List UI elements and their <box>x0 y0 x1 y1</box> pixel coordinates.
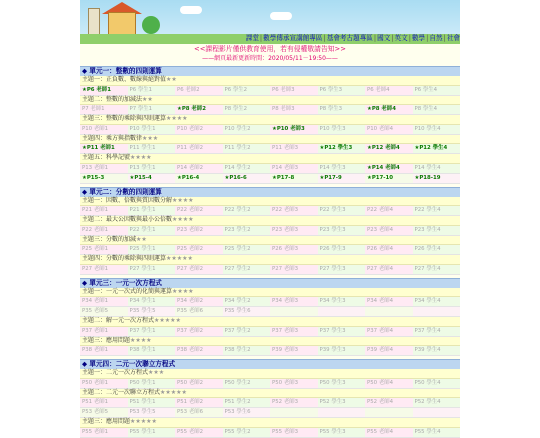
video-link[interactable]: P25 老師2 <box>175 245 223 254</box>
difficulty-stars: ★★★★★ <box>130 418 157 425</box>
video-link[interactable]: P7 老師1 <box>80 105 128 114</box>
video-link[interactable]: P50 老師4 <box>365 379 413 388</box>
site-banner <box>80 0 460 44</box>
video-link[interactable]: P39 老師4 <box>365 346 413 355</box>
video-link <box>270 307 318 316</box>
video-link[interactable]: P37 學生4 <box>413 327 461 336</box>
video-row <box>80 164 460 174</box>
topic-title: 主題一：二元一次方程式★★★ <box>80 369 460 379</box>
video-link <box>413 408 461 417</box>
video-link[interactable]: P27 老師2 <box>175 265 223 274</box>
video-link[interactable]: P55 老師2 <box>175 428 223 437</box>
video-link[interactable]: P55 學生1 <box>128 428 176 437</box>
page-container <box>80 0 460 435</box>
video-link[interactable]: P10 老師4 <box>365 125 413 134</box>
copyright-notice: <<課程影片僅供教育使用，若有侵權敬請告知>> <box>194 45 346 53</box>
video-link[interactable]: P23 學生4 <box>413 226 461 235</box>
video-row <box>80 297 460 307</box>
video-link[interactable]: P22 學生3 <box>318 206 366 215</box>
video-row <box>80 327 460 337</box>
video-link[interactable]: P53 老師6 <box>175 408 223 417</box>
video-link[interactable]: P27 老師3 <box>270 265 318 274</box>
nav-separator: | <box>323 34 326 42</box>
video-link[interactable]: ★P17-10 <box>365 174 413 183</box>
video-link[interactable]: P6 學生2 <box>223 86 271 95</box>
nav-link[interactable]: 英文 <box>394 34 408 42</box>
difficulty-stars: ★★★★★ <box>154 317 181 324</box>
video-link[interactable]: P27 學生4 <box>413 265 461 274</box>
video-link[interactable]: P50 老師1 <box>80 379 128 388</box>
video-link[interactable]: P52 學生3 <box>318 398 366 407</box>
video-link[interactable]: P37 學生1 <box>128 327 176 336</box>
video-link <box>270 408 318 417</box>
last-updated: ——網頁最新更新時間：2020/05/11－19:50—— <box>202 55 338 62</box>
video-link[interactable]: P10 學生3 <box>318 125 366 134</box>
topic-title: 主題三：應用問題★★★★ <box>80 337 460 347</box>
video-link[interactable]: P22 學生2 <box>223 206 271 215</box>
topic-title: 主題二：最大公因數與最小公倍數★★★★ <box>80 216 460 226</box>
nav-separator: | <box>408 34 411 42</box>
video-link[interactable]: ★P8 老師4 <box>365 105 413 114</box>
video-link[interactable]: P6 老師2 <box>175 86 223 95</box>
video-link[interactable]: P34 老師3 <box>270 297 318 306</box>
video-link[interactable]: ★P12 老師4 <box>365 144 413 153</box>
difficulty-stars: ★★★ <box>148 369 165 376</box>
video-link[interactable]: P50 學生2 <box>223 379 271 388</box>
nav-link[interactable]: 數學傳承宣講館專區 <box>263 34 323 42</box>
video-link[interactable]: P55 老師1 <box>80 428 128 437</box>
video-link[interactable]: P23 學生3 <box>318 226 366 235</box>
video-link[interactable]: P50 學生4 <box>413 379 461 388</box>
video-link[interactable]: P37 老師3 <box>270 327 318 336</box>
video-link[interactable]: ★P14 老師4 <box>365 164 413 173</box>
video-row <box>80 144 460 154</box>
video-row <box>80 226 460 236</box>
video-link <box>318 408 366 417</box>
video-link[interactable]: P35 學生5 <box>128 307 176 316</box>
video-link[interactable]: P37 老師4 <box>365 327 413 336</box>
nav-separator: | <box>259 34 263 42</box>
video-link[interactable]: P6 老師4 <box>365 86 413 95</box>
video-row <box>80 265 460 275</box>
video-link[interactable]: P13 學生1 <box>128 164 176 173</box>
video-link[interactable]: P35 老師6 <box>175 307 223 316</box>
video-link[interactable]: ★P6 老師1 <box>80 86 128 95</box>
video-link[interactable]: P23 老師4 <box>365 226 413 235</box>
video-link[interactable]: P53 老師5 <box>80 408 128 417</box>
video-link[interactable]: P38 學生1 <box>128 346 176 355</box>
difficulty-stars: ★★★★ <box>130 154 152 161</box>
video-link[interactable]: P52 學生4 <box>413 398 461 407</box>
nav-separator: | <box>391 34 394 42</box>
difficulty-stars: ★★★ <box>142 134 159 142</box>
windmill-illustration <box>88 8 100 36</box>
topic-title: 主題四：分數的乘除與四則運算★★★★★ <box>80 255 460 265</box>
video-link[interactable]: P27 學生1 <box>128 265 176 274</box>
video-row <box>80 307 460 317</box>
video-link[interactable]: P10 學生4 <box>413 125 461 134</box>
video-row <box>80 408 460 418</box>
video-row <box>80 105 460 115</box>
video-link[interactable]: P11 老師2 <box>175 144 223 153</box>
video-link[interactable]: P55 學生2 <box>223 428 271 437</box>
video-link[interactable]: ★P11 老師1 <box>80 144 128 153</box>
video-link[interactable]: P27 老師1 <box>80 265 128 274</box>
video-row <box>80 428 460 438</box>
video-link <box>365 307 413 316</box>
unit-header: ◆ 單元四：二元一次聯立方程式 <box>80 359 460 369</box>
video-link[interactable]: P26 學生3 <box>318 245 366 254</box>
video-link[interactable]: P50 學生3 <box>318 379 366 388</box>
video-link[interactable]: P27 學生3 <box>318 265 366 274</box>
video-link[interactable]: ★P17-9 <box>318 174 366 183</box>
nav-link[interactable]: 數學 <box>411 34 426 42</box>
video-link[interactable]: P27 學生2 <box>223 265 271 274</box>
video-link[interactable]: P51 老師1 <box>80 398 128 407</box>
topic-title: 主題一：正負數、數線與絕對值★★ <box>80 76 460 86</box>
video-link[interactable]: P55 學生3 <box>318 428 366 437</box>
video-link[interactable]: P11 老師3 <box>270 144 318 153</box>
nav-link[interactable]: 基會考古題專區 <box>326 34 373 42</box>
video-link[interactable]: P6 學生1 <box>128 86 176 95</box>
video-link[interactable]: P10 學生1 <box>128 125 176 134</box>
video-link <box>413 307 461 316</box>
video-link[interactable]: P10 老師1 <box>80 125 128 134</box>
video-link[interactable]: P14 學生3 <box>318 164 366 173</box>
difficulty-stars: ★★ <box>142 95 153 103</box>
video-link[interactable]: P25 學生2 <box>223 245 271 254</box>
video-link[interactable]: P26 老師3 <box>270 245 318 254</box>
video-link[interactable]: P55 老師3 <box>270 428 318 437</box>
video-link[interactable]: P37 老師1 <box>80 327 128 336</box>
video-link[interactable]: P37 老師2 <box>175 327 223 336</box>
video-link[interactable]: P21 學生1 <box>128 206 176 215</box>
video-link[interactable]: P51 學生1 <box>128 398 176 407</box>
video-link[interactable]: P38 老師2 <box>175 346 223 355</box>
video-link[interactable]: P6 老師3 <box>270 86 318 95</box>
nav-link[interactable]: 課堂 <box>245 34 259 42</box>
video-link[interactable]: ★P12 學生4 <box>413 144 461 153</box>
video-link[interactable]: P51 老師2 <box>175 398 223 407</box>
video-link[interactable]: P34 學生1 <box>128 297 176 306</box>
video-link[interactable]: P53 學生6 <box>223 408 271 417</box>
video-row <box>80 346 460 356</box>
video-link[interactable]: P21 老師1 <box>80 206 128 215</box>
video-link[interactable]: P35 學生6 <box>223 307 271 316</box>
video-row <box>80 379 460 389</box>
video-link[interactable]: P52 老師3 <box>270 398 318 407</box>
topic-title: 主題三：整數的乘除與四則運算★★★★ <box>80 115 460 125</box>
house-illustration <box>108 12 136 36</box>
video-link[interactable]: P39 老師3 <box>270 346 318 355</box>
video-link[interactable]: P34 學生3 <box>318 297 366 306</box>
video-link[interactable]: P26 學生4 <box>413 245 461 254</box>
nav-link[interactable]: 社會 <box>446 34 460 42</box>
video-link[interactable]: P8 學生4 <box>413 105 461 114</box>
video-row <box>80 206 460 216</box>
difficulty-stars: ★★ <box>166 76 177 83</box>
nav-separator: | <box>373 34 377 42</box>
video-link[interactable]: P11 學生1 <box>128 144 176 153</box>
video-link[interactable]: P8 老師3 <box>270 105 318 114</box>
video-link[interactable]: P50 老師3 <box>270 379 318 388</box>
video-link[interactable]: P14 老師2 <box>175 164 223 173</box>
video-link[interactable]: ★P16-6 <box>223 174 271 183</box>
video-link[interactable]: ★P12 學生3 <box>318 144 366 153</box>
video-link[interactable]: P39 學生4 <box>413 346 461 355</box>
video-link <box>318 307 366 316</box>
video-link[interactable]: P14 學生4 <box>413 164 461 173</box>
top-nav <box>246 32 460 42</box>
video-link[interactable]: P22 學生4 <box>413 206 461 215</box>
video-row <box>80 86 460 96</box>
video-link[interactable]: P6 學生3 <box>318 86 366 95</box>
video-link[interactable]: P13 老師1 <box>80 164 128 173</box>
video-link[interactable]: P25 學生1 <box>128 245 176 254</box>
video-link[interactable]: P50 學生1 <box>128 379 176 388</box>
video-row <box>80 125 460 135</box>
video-link[interactable]: P38 老師1 <box>80 346 128 355</box>
video-link[interactable]: P51 學生2 <box>223 398 271 407</box>
video-link[interactable]: P22 老師2 <box>175 206 223 215</box>
video-link[interactable]: P35 老師5 <box>80 307 128 316</box>
topic-title: 主題三：分數的加減★★ <box>80 236 460 246</box>
unit-header: ◆ 單元二：分數的四則運算 <box>80 187 460 197</box>
topic-title: 主題一：一元一次式的化簡與運算★★★★ <box>80 288 460 298</box>
video-link[interactable]: P22 老師4 <box>365 206 413 215</box>
video-link[interactable]: P37 學生3 <box>318 327 366 336</box>
video-link[interactable]: P23 學生2 <box>223 226 271 235</box>
video-link[interactable]: ★P18-19 <box>413 174 461 183</box>
difficulty-stars: ★★★★ <box>130 336 152 344</box>
video-link[interactable]: P23 老師2 <box>175 226 223 235</box>
topic-title: 主題二：二元一次聯立方程式★★★★★ <box>80 389 460 399</box>
video-link[interactable]: P50 老師2 <box>175 379 223 388</box>
difficulty-stars: ★★★★ <box>172 196 194 204</box>
video-link[interactable]: P23 老師3 <box>270 226 318 235</box>
video-link[interactable]: P6 學生4 <box>413 86 461 95</box>
topic-title: 主題二：整數的加減法★★ <box>80 96 460 106</box>
video-link[interactable]: ★P10 老師3 <box>270 125 318 134</box>
difficulty-stars: ★★ <box>136 235 147 243</box>
nav-separator: | <box>443 34 446 42</box>
topic-title: 主題四：乘方與指數律★★★ <box>80 135 460 145</box>
topic-title: 主題三：應用問題★★★★★ <box>80 418 460 428</box>
video-row <box>80 245 460 255</box>
video-link[interactable]: P11 學生2 <box>223 144 271 153</box>
video-link[interactable]: P38 學生2 <box>223 346 271 355</box>
video-link[interactable]: P10 老師2 <box>175 125 223 134</box>
video-link[interactable]: P14 老師3 <box>270 164 318 173</box>
difficulty-stars: ★★★★★ <box>160 388 187 396</box>
video-link[interactable]: ★P15-3 <box>80 174 128 183</box>
video-row <box>80 398 460 408</box>
video-link[interactable]: P52 老師4 <box>365 398 413 407</box>
video-link[interactable]: P34 學生4 <box>413 297 461 306</box>
nav-separator: | <box>426 34 429 42</box>
topic-title: 主題五：科學記號★★★★ <box>80 154 460 164</box>
video-link[interactable]: P37 學生2 <box>223 327 271 336</box>
video-link[interactable]: P55 學生4 <box>413 428 461 437</box>
video-link[interactable]: P14 學生2 <box>223 164 271 173</box>
video-link[interactable]: P10 學生2 <box>223 125 271 134</box>
difficulty-stars: ★★★★ <box>172 287 194 295</box>
topic-title: 主題二：解一元一次方程式★★★★★ <box>80 317 460 327</box>
video-link[interactable]: P8 學生2 <box>223 105 271 114</box>
video-link[interactable]: ★P15-4 <box>128 174 176 183</box>
video-link[interactable]: P39 學生3 <box>318 346 366 355</box>
video-link[interactable]: P27 老師4 <box>365 265 413 274</box>
video-link[interactable]: P34 老師4 <box>365 297 413 306</box>
units-list <box>80 66 460 438</box>
video-link[interactable]: P53 學生5 <box>128 408 176 417</box>
video-link[interactable]: P34 學生2 <box>223 297 271 306</box>
difficulty-stars: ★★★★ <box>166 115 188 122</box>
difficulty-stars: ★★★★★ <box>166 255 193 262</box>
difficulty-stars: ★★★★ <box>172 216 194 223</box>
video-row <box>80 174 460 184</box>
topic-title: 主題一：因數、倍數與質因數分解★★★★ <box>80 197 460 207</box>
unit-header: ◆ 單元三：一元一次方程式 <box>80 278 460 288</box>
video-link[interactable]: P34 老師2 <box>175 297 223 306</box>
video-link[interactable]: P22 老師1 <box>80 226 128 235</box>
unit-header: ◆ 單元一：整數的四則運算 <box>80 66 460 76</box>
video-link[interactable]: P7 學生1 <box>128 105 176 114</box>
video-link[interactable]: ★P8 老師2 <box>175 105 223 114</box>
video-link[interactable]: P22 老師3 <box>270 206 318 215</box>
video-link[interactable]: P26 老師4 <box>365 245 413 254</box>
video-link[interactable]: P8 學生3 <box>318 105 366 114</box>
video-link[interactable]: ★P16-4 <box>175 174 223 183</box>
video-link[interactable]: P55 老師4 <box>365 428 413 437</box>
video-link[interactable]: P22 學生1 <box>128 226 176 235</box>
video-link[interactable]: ★P17-8 <box>270 174 318 183</box>
nav-link[interactable]: 國文 <box>377 34 391 42</box>
video-link[interactable]: P34 老師1 <box>80 297 128 306</box>
video-link <box>365 408 413 417</box>
video-link[interactable]: P25 老師1 <box>80 245 128 254</box>
nav-link[interactable]: 自然 <box>429 34 443 42</box>
